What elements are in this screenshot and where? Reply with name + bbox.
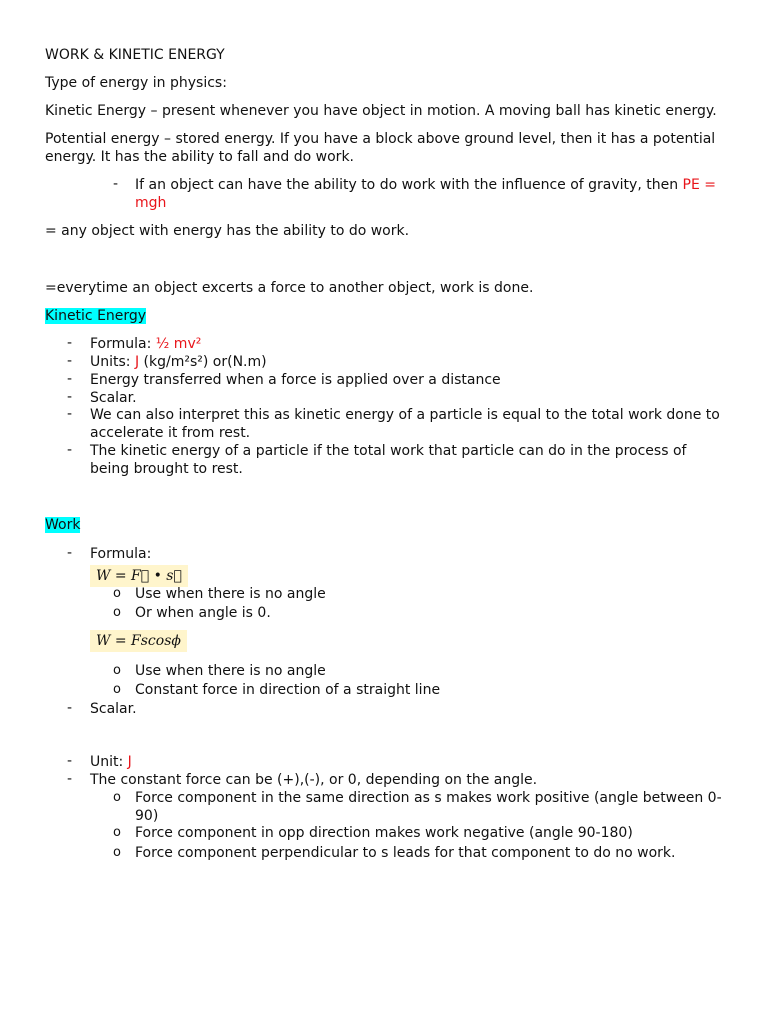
ke-heading	[45, 307, 725, 325]
dash-bullet: -	[67, 353, 73, 369]
ke-units-label: Units:	[90, 354, 135, 370]
circle-bullet: o	[113, 845, 121, 860]
dash-bullet: -	[113, 176, 119, 192]
constant-force-item: The constant force can be (+),(-), or 0, depending on the angle.	[90, 772, 538, 788]
dash-bullet: -	[67, 753, 73, 769]
work-scalar: Scalar.	[90, 701, 137, 717]
ke-units-rest: (kg/m²s²) or(N.m)	[139, 354, 267, 370]
formula1-note: Use when there is no angle	[135, 586, 326, 602]
ke-list-item: Scalar.	[90, 390, 137, 406]
circle-bullet: o	[113, 790, 121, 805]
ke-list-item: Energy transferred when a force is applied over a distance	[90, 372, 501, 388]
work-unit-value: J	[127, 754, 132, 770]
dash-bullet: -	[67, 545, 73, 561]
work-unit-item	[90, 753, 730, 771]
formula2-note: Use when there is no angle	[135, 663, 326, 679]
circle-bullet: o	[113, 663, 121, 678]
work-heading	[45, 516, 725, 534]
dash-bullet: -	[67, 389, 73, 405]
potential-definition: Potential energy – stored energy. If you have a block above ground level, then it has a potential energy. It has the ability to fall and do work.	[45, 131, 716, 165]
work-unit-label: Unit:	[90, 754, 128, 770]
dash-bullet: -	[67, 771, 73, 787]
formula2-note: Constant force in direction of a straight line	[135, 682, 441, 698]
dash-bullet: -	[67, 335, 73, 351]
dash-bullet: -	[67, 406, 73, 422]
doc-title: WORK & KINETIC ENERGY	[45, 47, 225, 63]
intro-line: Type of energy in physics:	[45, 75, 227, 91]
angle-note: Force component perpendicular to s leads for that component to do no work.	[135, 845, 676, 861]
work-formula-cosine: W = Fscosϕ	[90, 630, 187, 652]
gravity-text: If an object can have the ability to do work with the influence of gravity, then	[135, 177, 683, 193]
pe-formula: PE = mgh	[135, 177, 716, 211]
work-formula-label: Formula:	[90, 546, 152, 562]
ke-formula-value: ½ mv²	[155, 336, 202, 352]
angle-note: Force component in opp direction makes work negative (angle 90-180)	[135, 825, 633, 841]
ke-list-item: The kinetic energy of a particle if the total work that particle can do in the process of being brought to rest.	[90, 443, 687, 477]
circle-bullet: o	[113, 605, 121, 620]
work-line: =everytime an object excerts a force to another object, work is done.	[45, 280, 534, 296]
ke-formula-label: Formula:	[90, 336, 156, 352]
energy-line: = any object with energy has the ability to do work.	[45, 223, 410, 239]
ke-formula-item	[90, 335, 730, 353]
angle-note: Force component in the same direction as s makes work positive (angle between 0-90)	[135, 790, 722, 824]
ke-units-j: J	[134, 354, 140, 370]
circle-bullet: o	[113, 682, 121, 697]
ke-list-item: We can also interpret this as kinetic energy of a particle is equal to the total work done to accelerate it from rest.	[90, 407, 720, 441]
circle-bullet: o	[113, 825, 121, 840]
work-heading-text: Work	[45, 517, 81, 533]
ke-heading-text: Kinetic Energy	[45, 308, 147, 324]
dash-bullet: -	[67, 371, 73, 387]
dash-bullet: -	[67, 442, 73, 458]
kinetic-definition: Kinetic Energy – present whenever you have object in motion. A moving ball has kinetic energy.	[45, 103, 717, 119]
formula1-note: Or when angle is 0.	[135, 605, 271, 621]
gravity-item	[135, 176, 725, 212]
ke-units-item	[90, 353, 730, 371]
dash-bullet: -	[67, 700, 73, 716]
circle-bullet: o	[113, 586, 121, 601]
work-formula-dot-product: W = F⃗ • s⃗	[90, 565, 188, 587]
